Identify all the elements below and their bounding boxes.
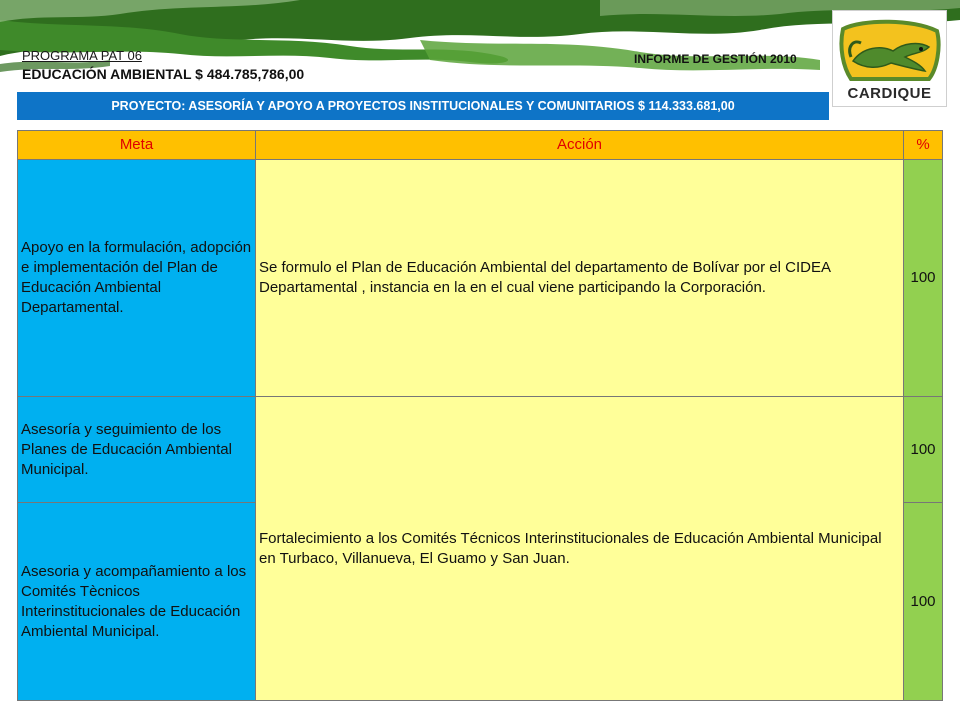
cardique-logo: [832, 10, 947, 107]
meta-cell: Asesoria y acompañamiento a los Comités Tècnicos Interinstitucionales de Educación Ambiental Municipal.: [18, 503, 256, 701]
header-accion: Acción: [256, 131, 904, 160]
action-cell: Fortalecimiento a los Comités Técnicos Interinstitucionales de Educación Ambiental Municipal en Turbaco, Villanueva, El Guamo y San Juan.: [256, 397, 904, 701]
meta-cell: Asesoría y seguimiento de los Planes de Educación Ambiental Municipal.: [18, 397, 256, 503]
meta-cell: Apoyo en la formulación, adopción e implementación del Plan de Educación Ambiental Departamental.: [18, 160, 256, 397]
report-title: INFORME DE GESTIÓN 2010: [634, 52, 797, 66]
program-code: PROGRAMA PAT 06: [22, 48, 142, 63]
header-pct: %: [904, 131, 943, 160]
percent-cell: 100: [904, 397, 943, 503]
program-budget: EDUCACIÓN AMBIENTAL $ 484.785,786,00: [22, 66, 305, 82]
table-header-row: [18, 131, 943, 160]
table-row: [18, 160, 943, 397]
logo-text: CARDIQUE: [847, 85, 932, 102]
lizard-logo-icon: [833, 17, 946, 87]
percent-cell: 100: [904, 503, 943, 701]
table-row: [18, 397, 943, 503]
header-meta: Meta: [18, 131, 256, 160]
action-cell: Se formulo el Plan de Educación Ambiental del departamento de Bolívar por el CIDEA Departamental , instancia en la en el cual viene participando la Corporación.: [256, 160, 904, 397]
goals-table: [17, 130, 943, 701]
percent-cell: 100: [904, 160, 943, 397]
project-title-bar: PROYECTO: ASESORÍA Y APOYO A PROYECTOS INSTITUCIONALES Y COMUNITARIOS $ 114.333.681,00: [17, 92, 829, 120]
